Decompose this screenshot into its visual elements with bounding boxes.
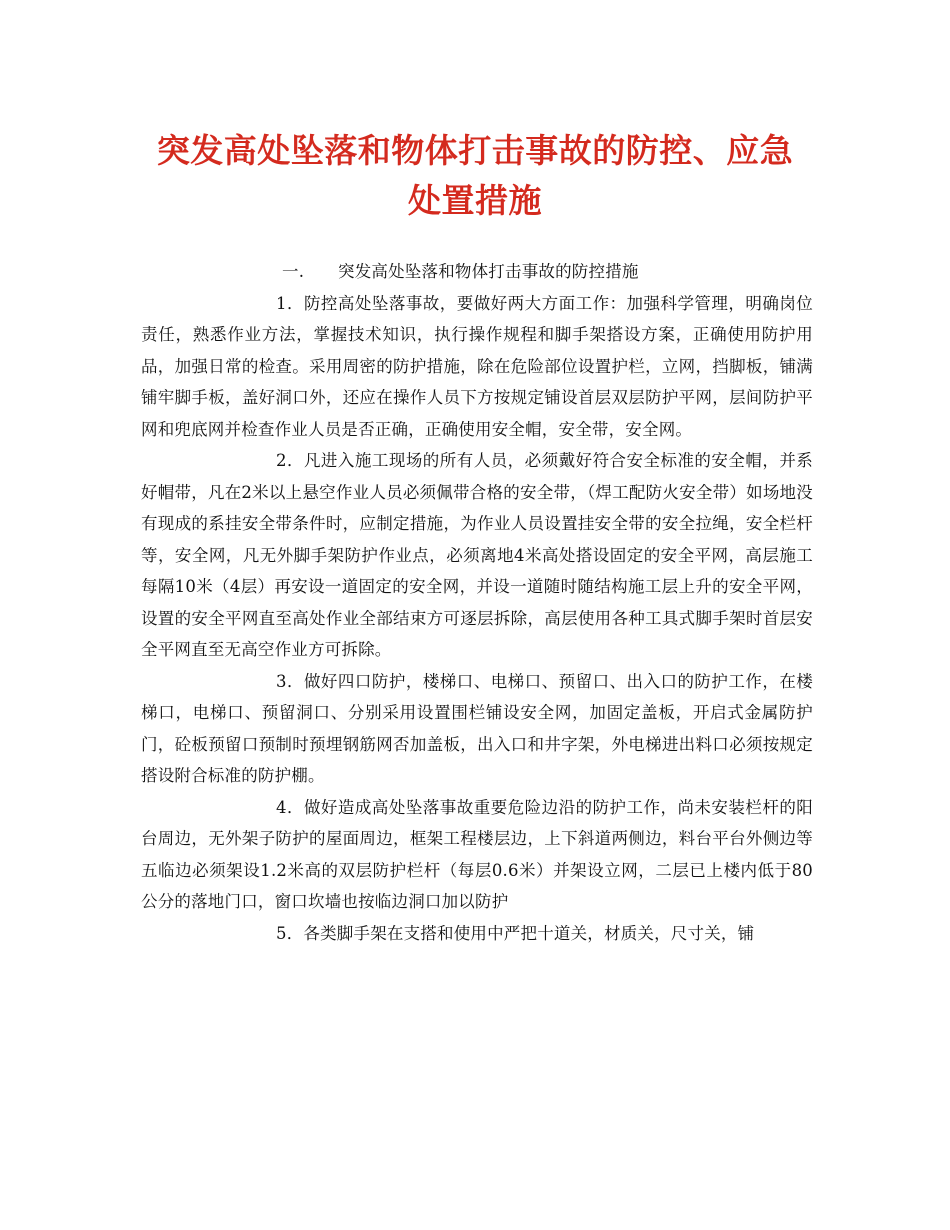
paragraph-2: 2．凡进入施工现场的所有人员，必须戴好符合安全标准的安全帽，并系好帽带，凡在2米以上悬空作业人员必须佩带合格的安全带，（焊工配防火安全带）如场地没有现成的系挂安全带条件时，应制定措施，为作业人员设置挂安全带的安全拉绳，安全栏杆等，安全网，凡无外脚手架防护作业点，必须离地4米高处搭设固定的安全平网，高层施工每隔10米（4层）再安设一道固定的安全网，并设一道随时随结构施工层上升的安全平网，设置的安全平网直至高处作业全部结束方可逐层拆除，高层使用各种工具式脚手架时首层安全平网直至无高空作业方可拆除。 <box>141 451 813 659</box>
title-line-1: 突发高处坠落和物体打击事故的防控、应急 <box>156 131 794 170</box>
section-number: 一. <box>282 262 305 281</box>
title-line-2: 处置措施 <box>408 181 542 220</box>
paragraph-5: 5．各类脚手架在支搭和使用中严把十道关，材质关，尺寸关，铺 <box>276 923 755 943</box>
document-body <box>141 256 813 949</box>
paragraph-3: 3．做好四口防护，楼梯口、电梯口、预留口、出入口的防护工作，在楼梯口，电梯口、预留洞口、分别采用设置围栏铺设安全网，加固定盖板，开启式金属防护门，砼板预留口预制时预埋钢筋网否加盖板，出入口和井字架，外电梯进出料口必须按规定搭设附合标准的防护棚。 <box>141 671 813 785</box>
paragraph-4: 4．做好造成高处坠落事故重要危险边沿的防护工作，尚未安装栏杆的阳台周边，无外架子防护的屋面周边，框架工程楼层边，上下斜道两侧边，料台平台外侧边等五临边必须架设1.2米高的双层防护栏杆（每层0.6米）并架设立网，二层已上楼内低于80公分的落地门口，窗口坎墙也按临边洞口加以防护 <box>141 797 813 911</box>
paragraph-1: 1．防控高处坠落事故，要做好两大方面工作：加强科学管理，明确岗位责任，熟悉作业方法，掌握技术知识，执行操作规程和脚手架搭设方案，正确使用防护用品，加强日常的检查。采用周密的防护措施，除在危险部位设置护栏，立网，挡脚板，铺满铺牢脚手板，盖好洞口外，还应在操作人员下方按规定铺设首层双层防护平网，层间防护平网和兜底网并检查作业人员是否正确，正确使用安全帽，安全带，安全网。 <box>141 293 813 439</box>
section-title: 突发高处坠落和物体打击事故的防控措施 <box>338 262 639 281</box>
document-title <box>110 126 840 226</box>
section-heading <box>141 256 813 288</box>
